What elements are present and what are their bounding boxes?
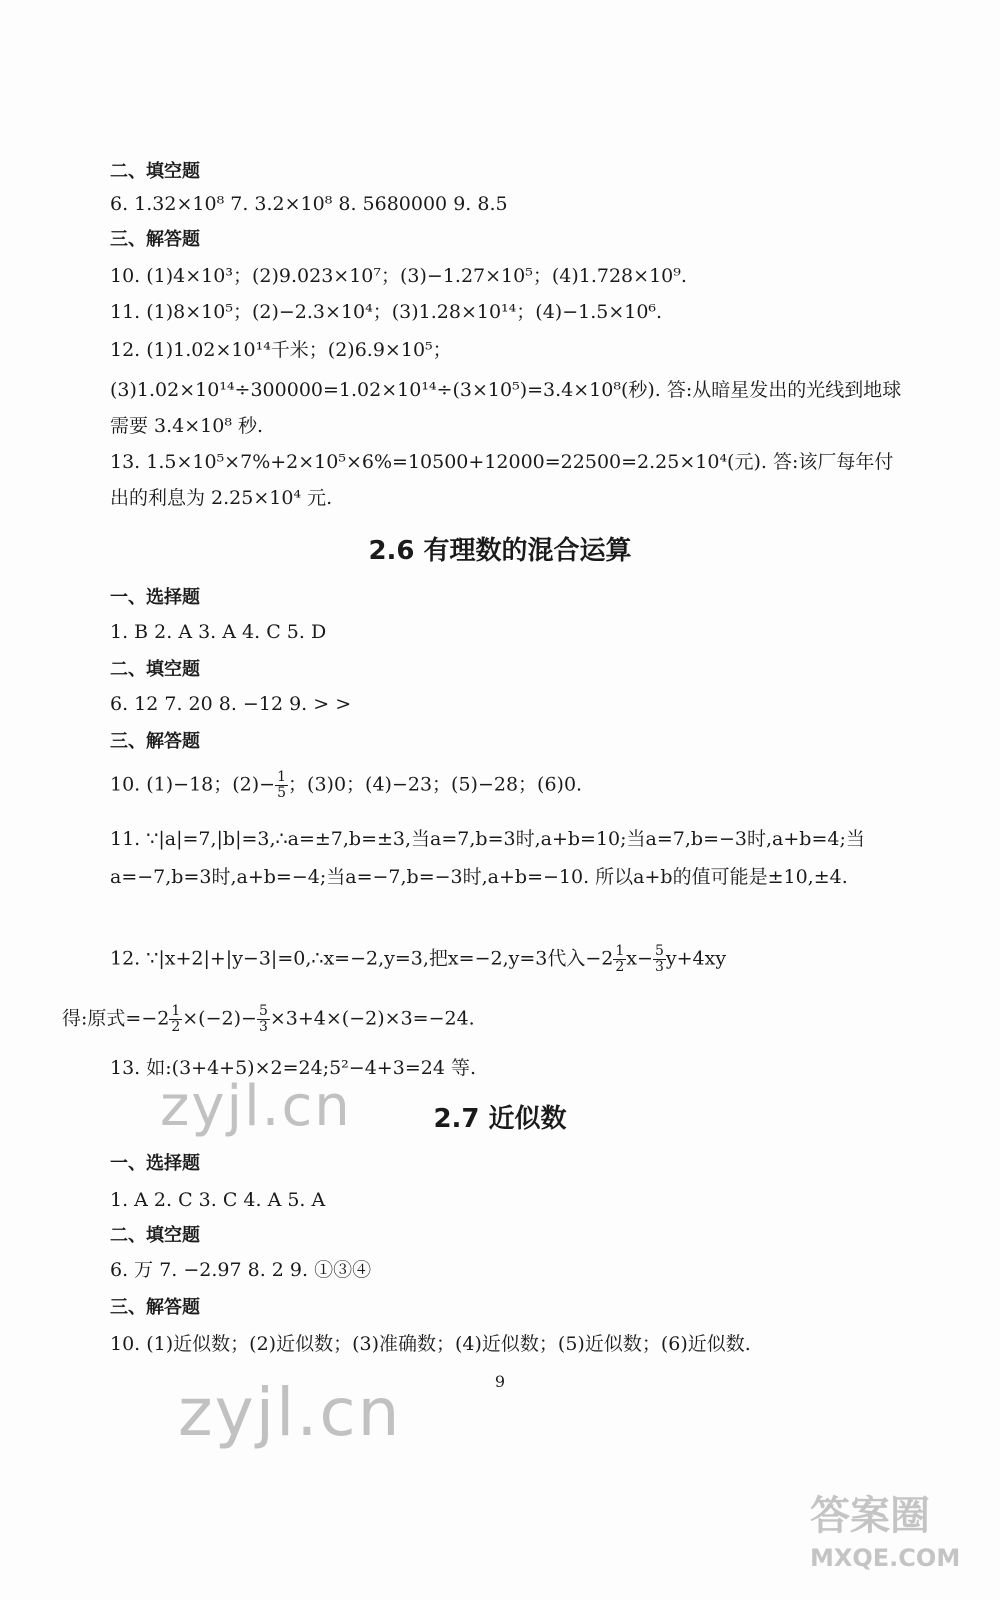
watermark-zyjl: zyjl.cn [178,1374,402,1451]
answer-line: 12. (1)1.02×10¹⁴千米；(2)6.9×10⁵； [110,339,452,361]
answer-line: 10. (1)近似数；(2)近似数；(3)准确数；(4)近似数；(5)近似数；(6)近似数. [110,1333,751,1355]
fraction [613,944,626,975]
section-heading-2-6: 2.6 有理数的混合运算 [368,536,632,566]
answer-line: 6. 万 7. −2.97 8. 2 9. ①③④ [110,1259,372,1281]
answer-paragraph: 11. ∵|a|=7,|b|=3,∴a=±7,b=±3,当a=7,b=3时,a+b=10;当a=7,b=−3时,a+b=4;当a=−7,b=3时,a+b=−4;当a=−7,b=−3时,a+b=−10. 所以a+b的值可能是±10,±4. [110,828,865,888]
text: x− [626,947,653,970]
watermark-zyjl: zyjl.cn [160,1074,352,1139]
numerator: 5 [654,943,664,959]
answer-line: 10. (1)4×10³；(2)9.023×10⁷；(3)−1.27×10⁵；(4)1.728×10⁹. [110,265,687,287]
section-solve: 三、解答题 [110,1297,200,1318]
page-number: 9 [494,1372,506,1391]
answer-line: 1. A 2. C 3. C 4. A 5. A [110,1189,326,1211]
section-fill-in: 二、填空题 [110,161,200,182]
answer-line [110,770,582,801]
watermark-logo-text: 答案圈 [810,1493,930,1539]
text: 12. ∵|x+2|+|y−3|=0,∴x=−2,y=3,把x=−2,y=3代入−2 [110,947,614,970]
denominator: 2 [171,1019,181,1035]
fraction [257,1004,270,1035]
text: 10. (1)−18；(2)− [110,773,276,796]
denominator: 3 [654,959,664,975]
numerator: 1 [615,943,625,959]
numerator: 5 [258,1003,268,1019]
answer-paragraph: 13. 1.5×10⁵×7%+2×10⁵×6%=10500+12000=22500=2.25×10⁴(元). 答:该厂每年付出的利息为 2.25×10⁴ 元. [110,451,894,509]
fraction [169,1004,182,1035]
fraction [275,770,288,801]
text: ×3+4×(−2)×3=−24. [269,1007,475,1030]
denominator: 3 [258,1019,268,1035]
text: 得:原式=−2 [62,1007,170,1030]
answer-line: 11. (1)8×10⁵；(2)−2.3×10⁴；(3)1.28×10¹⁴；(4)−1.5×10⁶. [110,301,663,323]
section-heading-2-7: 2.7 近似数 [433,1104,567,1134]
denominator: 5 [277,785,287,801]
answer-line: 13. 如:(3+4+5)×2=24;5²−4+3=24 等. [110,1057,476,1079]
fraction [653,944,666,975]
section-fill-in: 二、填空题 [110,659,200,680]
watermark-logo-url: MXQE.COM [810,1544,961,1572]
numerator: 1 [277,769,287,785]
answer-line: 6. 1.32×10⁸ 7. 3.2×10⁸ 8. 5680000 9. 8.5 [110,193,508,215]
text: y+4xy [665,947,727,970]
section-solve: 三、解答题 [110,229,200,250]
answer-line: 1. B 2. A 3. A 4. C 5. D [110,621,327,643]
section-choice: 一、选择题 [110,1153,200,1174]
denominator: 2 [615,959,625,975]
answer-line [62,1004,475,1035]
answer-paragraph: (3)1.02×10¹⁴÷300000=1.02×10¹⁴÷(3×10⁵)=3.4×10⁸(秒). 答:从暗星发出的光线到地球需要 3.4×10⁸ 秒. [110,379,902,437]
section-fill-in: 二、填空题 [110,1225,200,1246]
numerator: 1 [171,1003,181,1019]
answer-line [110,944,726,975]
text: ；(3)0；(4)−23；(5)−28；(6)0. [288,773,583,796]
answer-line: 6. 12 7. 20 8. −12 9. > > [110,693,352,715]
section-solve: 三、解答题 [110,731,200,752]
section-choice: 一、选择题 [110,587,200,608]
text: ×(−2)− [182,1007,257,1030]
